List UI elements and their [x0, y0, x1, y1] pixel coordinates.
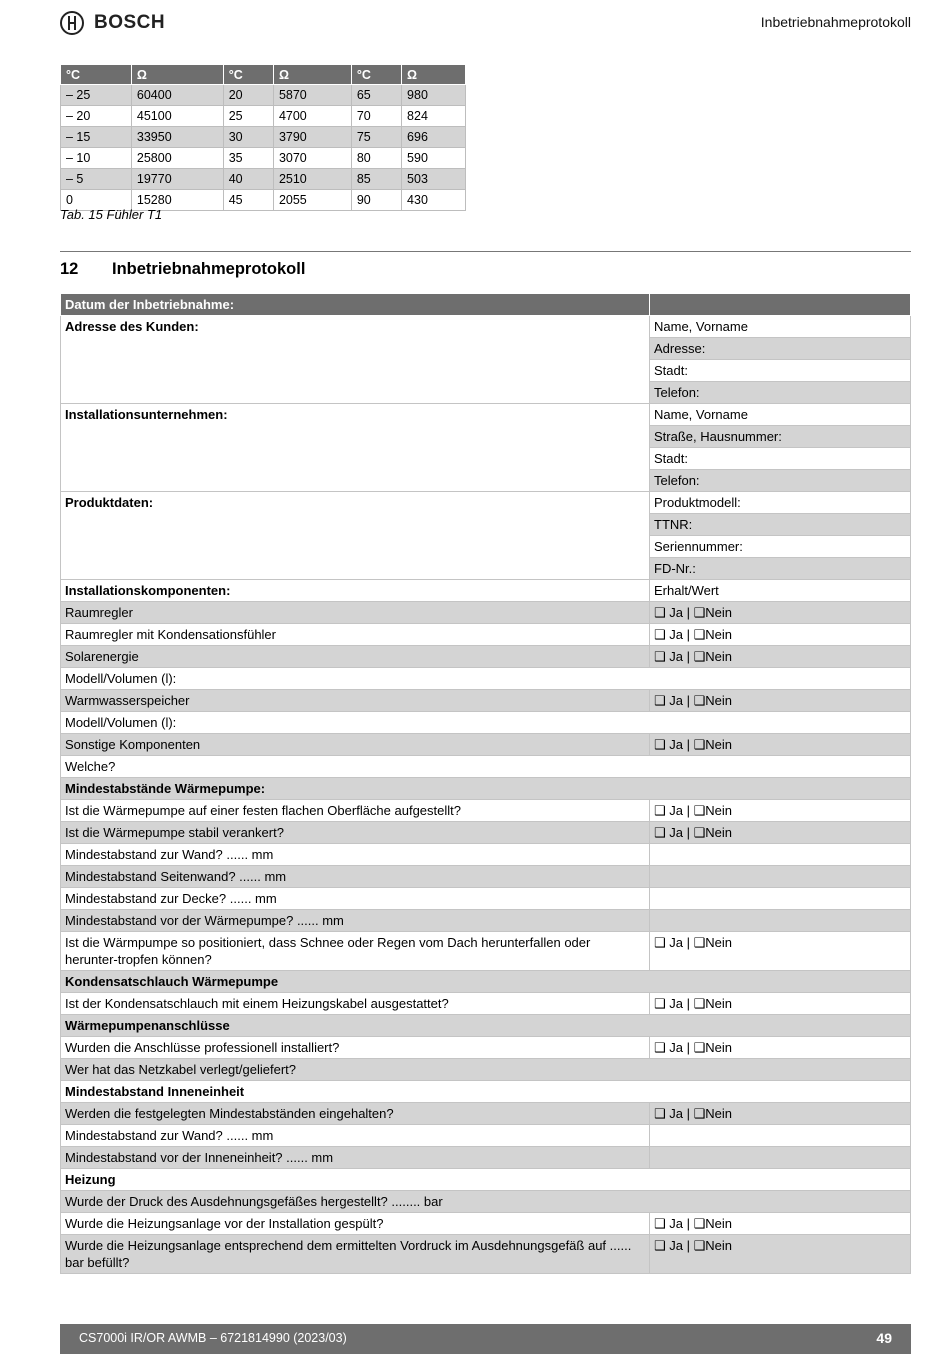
column-header: Ω — [273, 65, 351, 85]
table-row — [61, 800, 911, 822]
table-cell: 15280 — [131, 190, 223, 211]
table-row — [61, 1169, 911, 1191]
header-title: Inbetriebnahmeprotokoll — [760, 14, 911, 30]
installer-field: Name, Vorname — [650, 404, 911, 426]
table-cell: 20 — [223, 85, 273, 106]
table-cell: 65 — [351, 85, 401, 106]
table-row — [61, 148, 466, 169]
question-text: Mindestabstand vor der Inneneinheit? ...... mm — [61, 1147, 650, 1169]
yes-no-checkbox[interactable]: ❑ Ja | ❑Nein — [650, 822, 911, 844]
yes-no-checkbox[interactable]: ❑ Ja | ❑Nein — [650, 800, 911, 822]
page-footer — [60, 1324, 911, 1354]
installer-label: Installationsunternehmen: — [61, 404, 650, 492]
question-text: Ist der Kondensatschlauch mit einem Heizungskabel ausgestattet? — [61, 993, 650, 1015]
table-row — [61, 734, 911, 756]
table-row — [61, 866, 911, 888]
yes-no-checkbox[interactable]: ❑ Ja | ❑Nein — [650, 602, 911, 624]
table-cell: 980 — [402, 85, 466, 106]
table-cell: 2510 — [273, 169, 351, 190]
yes-no-checkbox[interactable]: ❑ Ja | ❑Nein — [650, 646, 911, 668]
table-cell: 3790 — [273, 127, 351, 148]
commissioning-date-value — [650, 294, 911, 316]
table-row — [61, 1191, 911, 1213]
yes-no-checkbox[interactable]: ❑ Ja | ❑Nein — [650, 932, 911, 971]
customer-address-label: Adresse des Kunden: — [61, 316, 650, 404]
installer-field: Stadt: — [650, 448, 911, 470]
table-row — [61, 971, 911, 993]
product-field: Produktmodell: — [650, 492, 911, 514]
table-row — [61, 646, 911, 668]
section-number: 12 — [60, 260, 79, 278]
question-text: Ist die Wärmpumpe so positioniert, dass Schnee oder Regen vom Dach herunterfallen oder herunter-tropfen können? — [61, 932, 650, 971]
question-text: Ist die Wärmepumpe stabil verankert? — [61, 822, 650, 844]
bosch-armature-icon — [60, 11, 84, 35]
question-text: Modell/Volumen (l): — [61, 668, 911, 690]
table-row — [61, 756, 911, 778]
question-text: Wurde die Heizungsanlage entsprechend dem ermittelten Vordruck im Ausdehnungsgefäß auf ...... bar befüllt? — [61, 1235, 650, 1274]
table-row — [61, 1059, 911, 1081]
section-label: Mindestabstand Inneneinheit — [61, 1081, 911, 1103]
question-text: Mindestabstand vor der Wärmepumpe? ...... mm — [61, 910, 650, 932]
customer-field: Stadt: — [650, 360, 911, 382]
table-cell: 60400 — [131, 85, 223, 106]
received-value-header: Erhalt/Wert — [650, 580, 911, 602]
table-cell: – 10 — [61, 148, 132, 169]
question-text: Wer hat das Netzkabel verlegt/geliefert? — [61, 1059, 911, 1081]
answer-cell[interactable] — [650, 866, 911, 888]
table-cell: – 20 — [61, 106, 132, 127]
column-header: °C — [223, 65, 273, 85]
table-row — [61, 712, 911, 734]
table-row — [61, 492, 911, 514]
section-label: Heizung — [61, 1169, 911, 1191]
product-field: Seriennummer: — [650, 536, 911, 558]
table-row — [61, 624, 911, 646]
table-cell: 30 — [223, 127, 273, 148]
question-text: Wurde der Druck des Ausdehnungsgefäßes hergestellt? ........ bar — [61, 1191, 911, 1213]
column-header: °C — [351, 65, 401, 85]
commissioning-protocol-table — [60, 293, 911, 1274]
table-row — [61, 844, 911, 866]
answer-cell[interactable] — [650, 844, 911, 866]
table-row — [61, 294, 911, 316]
answer-cell[interactable] — [650, 910, 911, 932]
question-text: Mindestabstand zur Decke? ...... mm — [61, 888, 650, 910]
table-cell: 35 — [223, 148, 273, 169]
table-row — [61, 1103, 911, 1125]
table-row — [61, 888, 911, 910]
yes-no-checkbox[interactable]: ❑ Ja | ❑Nein — [650, 624, 911, 646]
table-cell: 19770 — [131, 169, 223, 190]
column-header: °C — [61, 65, 132, 85]
question-text: Sonstige Komponenten — [61, 734, 650, 756]
table-cell: 2055 — [273, 190, 351, 211]
table-row — [61, 602, 911, 624]
table-cell: 824 — [402, 106, 466, 127]
answer-cell[interactable] — [650, 1147, 911, 1169]
product-field: TTNR: — [650, 514, 911, 536]
table-cell: 0 — [61, 190, 132, 211]
table-cell: 40 — [223, 169, 273, 190]
question-text: Modell/Volumen (l): — [61, 712, 911, 734]
table-cell: – 15 — [61, 127, 132, 148]
yes-no-checkbox[interactable]: ❑ Ja | ❑Nein — [650, 993, 911, 1015]
table-cell: 430 — [402, 190, 466, 211]
table-row — [61, 85, 466, 106]
section-heading — [60, 260, 305, 279]
table-row — [61, 1147, 911, 1169]
table-row — [61, 127, 466, 148]
section-label: Wärmepumpenanschlüsse — [61, 1015, 911, 1037]
customer-field: Name, Vorname — [650, 316, 911, 338]
table-row — [61, 580, 911, 602]
table-cell: 5870 — [273, 85, 351, 106]
question-text: Solarenergie — [61, 646, 650, 668]
sensor-resistance-table — [60, 64, 466, 211]
yes-no-checkbox[interactable]: ❑ Ja | ❑Nein — [650, 690, 911, 712]
question-text: Welche? — [61, 756, 911, 778]
product-field: FD-Nr.: — [650, 558, 911, 580]
answer-cell[interactable] — [650, 888, 911, 910]
question-text: Mindestabstand Seitenwand? ...... mm — [61, 866, 650, 888]
table-cell: 80 — [351, 148, 401, 169]
components-label: Installationskomponenten: — [61, 580, 650, 602]
table-cell: 25 — [223, 106, 273, 127]
table-cell: 85 — [351, 169, 401, 190]
table-row — [61, 993, 911, 1015]
table-cell: 590 — [402, 148, 466, 169]
column-header: Ω — [402, 65, 466, 85]
table-cell: 75 — [351, 127, 401, 148]
table-row — [61, 1081, 911, 1103]
question-text: Werden die festgelegten Mindestabständen eingehalten? — [61, 1103, 650, 1125]
table-row — [61, 1235, 911, 1274]
question-text: Raumregler mit Kondensationsfühler — [61, 624, 650, 646]
table-cell: 696 — [402, 127, 466, 148]
commissioning-date-label: Datum der Inbetriebnahme: — [61, 294, 650, 316]
table-caption: Tab. 15 Fühler T1 — [60, 207, 163, 222]
page-header — [60, 10, 911, 38]
table-cell: – 5 — [61, 169, 132, 190]
table-cell: 3070 — [273, 148, 351, 169]
section-label: Kondensatschlauch Wärmepumpe — [61, 971, 911, 993]
yes-no-checkbox[interactable]: ❑ Ja | ❑Nein — [650, 1103, 911, 1125]
yes-no-checkbox[interactable]: ❑ Ja | ❑Nein — [650, 734, 911, 756]
customer-field: Telefon: — [650, 382, 911, 404]
table-row — [61, 169, 466, 190]
question-text: Mindestabstand zur Wand? ...... mm — [61, 844, 650, 866]
table-row — [61, 778, 911, 800]
column-header: Ω — [131, 65, 223, 85]
question-text: Wurden die Anschlüsse professionell installiert? — [61, 1037, 650, 1059]
bosch-logo — [60, 11, 165, 35]
table-row — [61, 106, 466, 127]
table-cell: 45 — [223, 190, 273, 211]
answer-cell[interactable] — [650, 1125, 911, 1147]
installer-field: Straße, Hausnummer: — [650, 426, 911, 448]
table-cell: 70 — [351, 106, 401, 127]
brand-name: BOSCH — [94, 12, 166, 33]
question-text: Wurde die Heizungsanlage vor der Installation gespült? — [61, 1213, 650, 1235]
yes-no-checkbox[interactable]: ❑ Ja | ❑Nein — [650, 1037, 911, 1059]
table-cell: 45100 — [131, 106, 223, 127]
question-text: Mindestabstand zur Wand? ...... mm — [61, 1125, 650, 1147]
page-number: 49 — [876, 1330, 892, 1346]
table-row — [61, 910, 911, 932]
table-cell: 503 — [402, 169, 466, 190]
table-cell: 4700 — [273, 106, 351, 127]
table-cell: 90 — [351, 190, 401, 211]
customer-field: Adresse: — [650, 338, 911, 360]
table-cell: 25800 — [131, 148, 223, 169]
yes-no-checkbox[interactable]: ❑ Ja | ❑Nein — [650, 1213, 911, 1235]
yes-no-checkbox[interactable]: ❑ Ja | ❑Nein — [650, 1235, 911, 1274]
table-row — [61, 1213, 911, 1235]
question-text: Ist die Wärmepumpe auf einer festen flachen Oberfläche aufgestellt? — [61, 800, 650, 822]
table-row — [61, 316, 911, 338]
installer-field: Telefon: — [650, 470, 911, 492]
table-row — [61, 1015, 911, 1037]
table-cell: 33950 — [131, 127, 223, 148]
product-data-label: Produktdaten: — [61, 492, 650, 580]
section-divider — [60, 251, 911, 252]
table-row — [61, 1125, 911, 1147]
document-reference: CS7000i IR/OR AWMB – 6721814990 (2023/03) — [79, 1331, 347, 1345]
table-row — [61, 668, 911, 690]
table-row — [61, 404, 911, 426]
table-row — [61, 822, 911, 844]
table-cell: – 25 — [61, 85, 132, 106]
question-text: Raumregler — [61, 602, 650, 624]
table-row — [61, 932, 911, 971]
section-label: Mindestabstände Wärmepumpe: — [61, 778, 911, 800]
table-row — [61, 1037, 911, 1059]
question-text: Warmwasserspeicher — [61, 690, 650, 712]
table-row — [61, 690, 911, 712]
section-title: Inbetriebnahmeprotokoll — [112, 260, 306, 278]
